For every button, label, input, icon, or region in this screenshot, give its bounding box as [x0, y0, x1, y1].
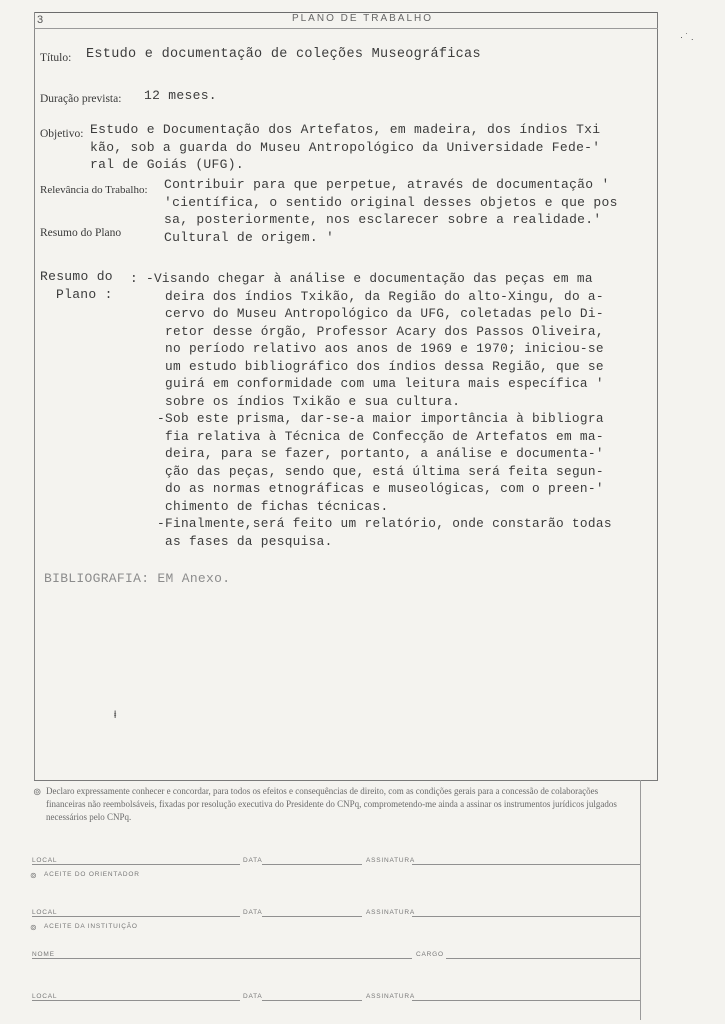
local-label: LOCAL [32, 993, 58, 1000]
duracao-value: 12 meses. [144, 88, 217, 103]
footer-bullet-icon: ⊚ [33, 787, 42, 798]
resumo-typed-label [40, 268, 113, 303]
cargo-line [446, 958, 640, 959]
assinatura-line [412, 1000, 640, 1001]
resumo-label-line: Plano : [56, 286, 113, 302]
form-header-title: PLANO DE TRABALHO [291, 13, 434, 24]
cargo-label: CARGO [416, 951, 444, 958]
frame-bottom-border [34, 780, 658, 781]
assinatura-line [412, 916, 640, 917]
resumo-line: um estudo bibliográfico dos índios dessa Região, que se [165, 358, 604, 374]
resumo-line: guirá em conformidade com uma leitura mais específica ' [165, 376, 604, 391]
resumo-line: -Sob este prisma, dar-se-a maior importância à bibliogra [157, 411, 604, 426]
data-label: DATA [243, 993, 263, 1000]
resumo-label-line: Resumo do [40, 269, 113, 284]
objetivo-text [90, 121, 600, 174]
titulo-label: Título: [40, 52, 72, 64]
titulo-value: Estudo e documentação de coleções Museográficas [86, 47, 481, 62]
nome-line [32, 958, 412, 959]
header-divider [34, 28, 658, 29]
resumo-line: fia relativa à Técnica de Confecção de Artefatos em ma- [165, 428, 604, 444]
declaration-text: Declaro expressamente conhecer e concordar, para todos os efeitos e consequências de direito, com as condições gerais para a concessão de colaborações financeiras não reembolsáveis, fixadas por resolução executiva do Presidente do CNPq, comprometendo-me ainda a assinar os instrumentos jurídicos julgados necessários pelo CNPq. [46, 786, 617, 822]
resumo-line: no período relativo aos anos de 1969 e 1970; iniciou-se [165, 341, 604, 356]
objetivo-line: ral de Goiás (UFG). [90, 157, 244, 172]
resumo-line: : -Visando chegar à análise e documentação das peças em ma [130, 271, 593, 286]
data-line [262, 916, 362, 917]
resumo-line: chimento de fichas técnicas. [165, 498, 389, 514]
resumo-line: deira, para se fazer, portanto, a análise e documenta-' [165, 446, 604, 461]
resumo-line: deira dos índios Txikão, da Região do alto-Xingu, do a- [165, 288, 604, 304]
nome-label: NOME [32, 951, 55, 958]
relevancia-line: Contribuir para que perpetue, através de documentação ' [164, 177, 610, 192]
stray-mark: ⱡ [114, 710, 117, 721]
resumo-line: retor desse órgão, Professor Acary dos Passos Oliveira, [165, 323, 604, 339]
resumo-line: do as normas etnográficas e museológicas, com o preen-' [165, 481, 604, 496]
assinatura-line [412, 864, 640, 865]
resumo-line: -Finalmente,será feito um relatório, onde constarão todas [157, 516, 612, 531]
orientador-icon: ⊚ [30, 871, 38, 880]
local-line [32, 916, 240, 917]
aceite-instituicao-label: ACEITE DA INSTITUIÇÃO [44, 923, 138, 930]
frame-right-border [657, 12, 658, 780]
local-line [32, 864, 240, 865]
objetivo-line: kão, sob a guarda do Museu Antropológico da Universidade Fede-' [90, 139, 601, 155]
local-label: LOCAL [32, 857, 58, 864]
footer-right-border [640, 780, 641, 1020]
resumo-line: cervo do Museu Antropológico da UFG, coletadas pelo Di- [165, 306, 604, 321]
data-label: DATA [243, 909, 263, 916]
data-label: DATA [243, 857, 263, 864]
resumo-line: sobre os índios Txikão e sua cultura. [165, 393, 461, 409]
relevancia-text [164, 176, 618, 246]
relevancia-line: sa, posteriormente, nos esclarecer sobre a realidade.' [164, 212, 602, 227]
frame-left-border [34, 12, 35, 780]
data-line [262, 864, 362, 865]
relevancia-label: Relevância do Trabalho: [40, 184, 148, 196]
local-label: LOCAL [32, 909, 58, 916]
aceite-orientador-label: ACEITE DO ORIENTADOR [44, 871, 140, 878]
local-line [32, 1000, 240, 1001]
resumo-text [130, 270, 612, 550]
resumo-line: as fases da pesquisa. [165, 533, 333, 549]
stray-mark: · ˙ . [680, 32, 694, 42]
objetivo-line: Estudo e Documentação dos Artefatos, em madeira, dos índios Txi [90, 122, 601, 137]
bibliografia-line: BIBLIOGRAFIA: EM Anexo. [44, 571, 231, 586]
assinatura-label: ASSINATURA [366, 909, 416, 916]
resumo-printed-label: Resumo do Plano [40, 227, 122, 239]
data-line [262, 1000, 362, 1001]
page-number: 3 [37, 14, 44, 26]
duracao-label: Duração prevista: [40, 93, 122, 105]
assinatura-label: ASSINATURA [366, 993, 416, 1000]
relevancia-line: 'científica, o sentido original desses objetos e que pos [164, 194, 618, 210]
instituicao-icon: ⊚ [30, 923, 38, 932]
assinatura-label: ASSINATURA [366, 857, 416, 864]
resumo-line: ção das peças, sendo que, está última será feita segun- [165, 463, 604, 479]
relevancia-line: Cultural de origem. ' [164, 229, 335, 245]
objetivo-label: Objetivo: [40, 128, 84, 140]
